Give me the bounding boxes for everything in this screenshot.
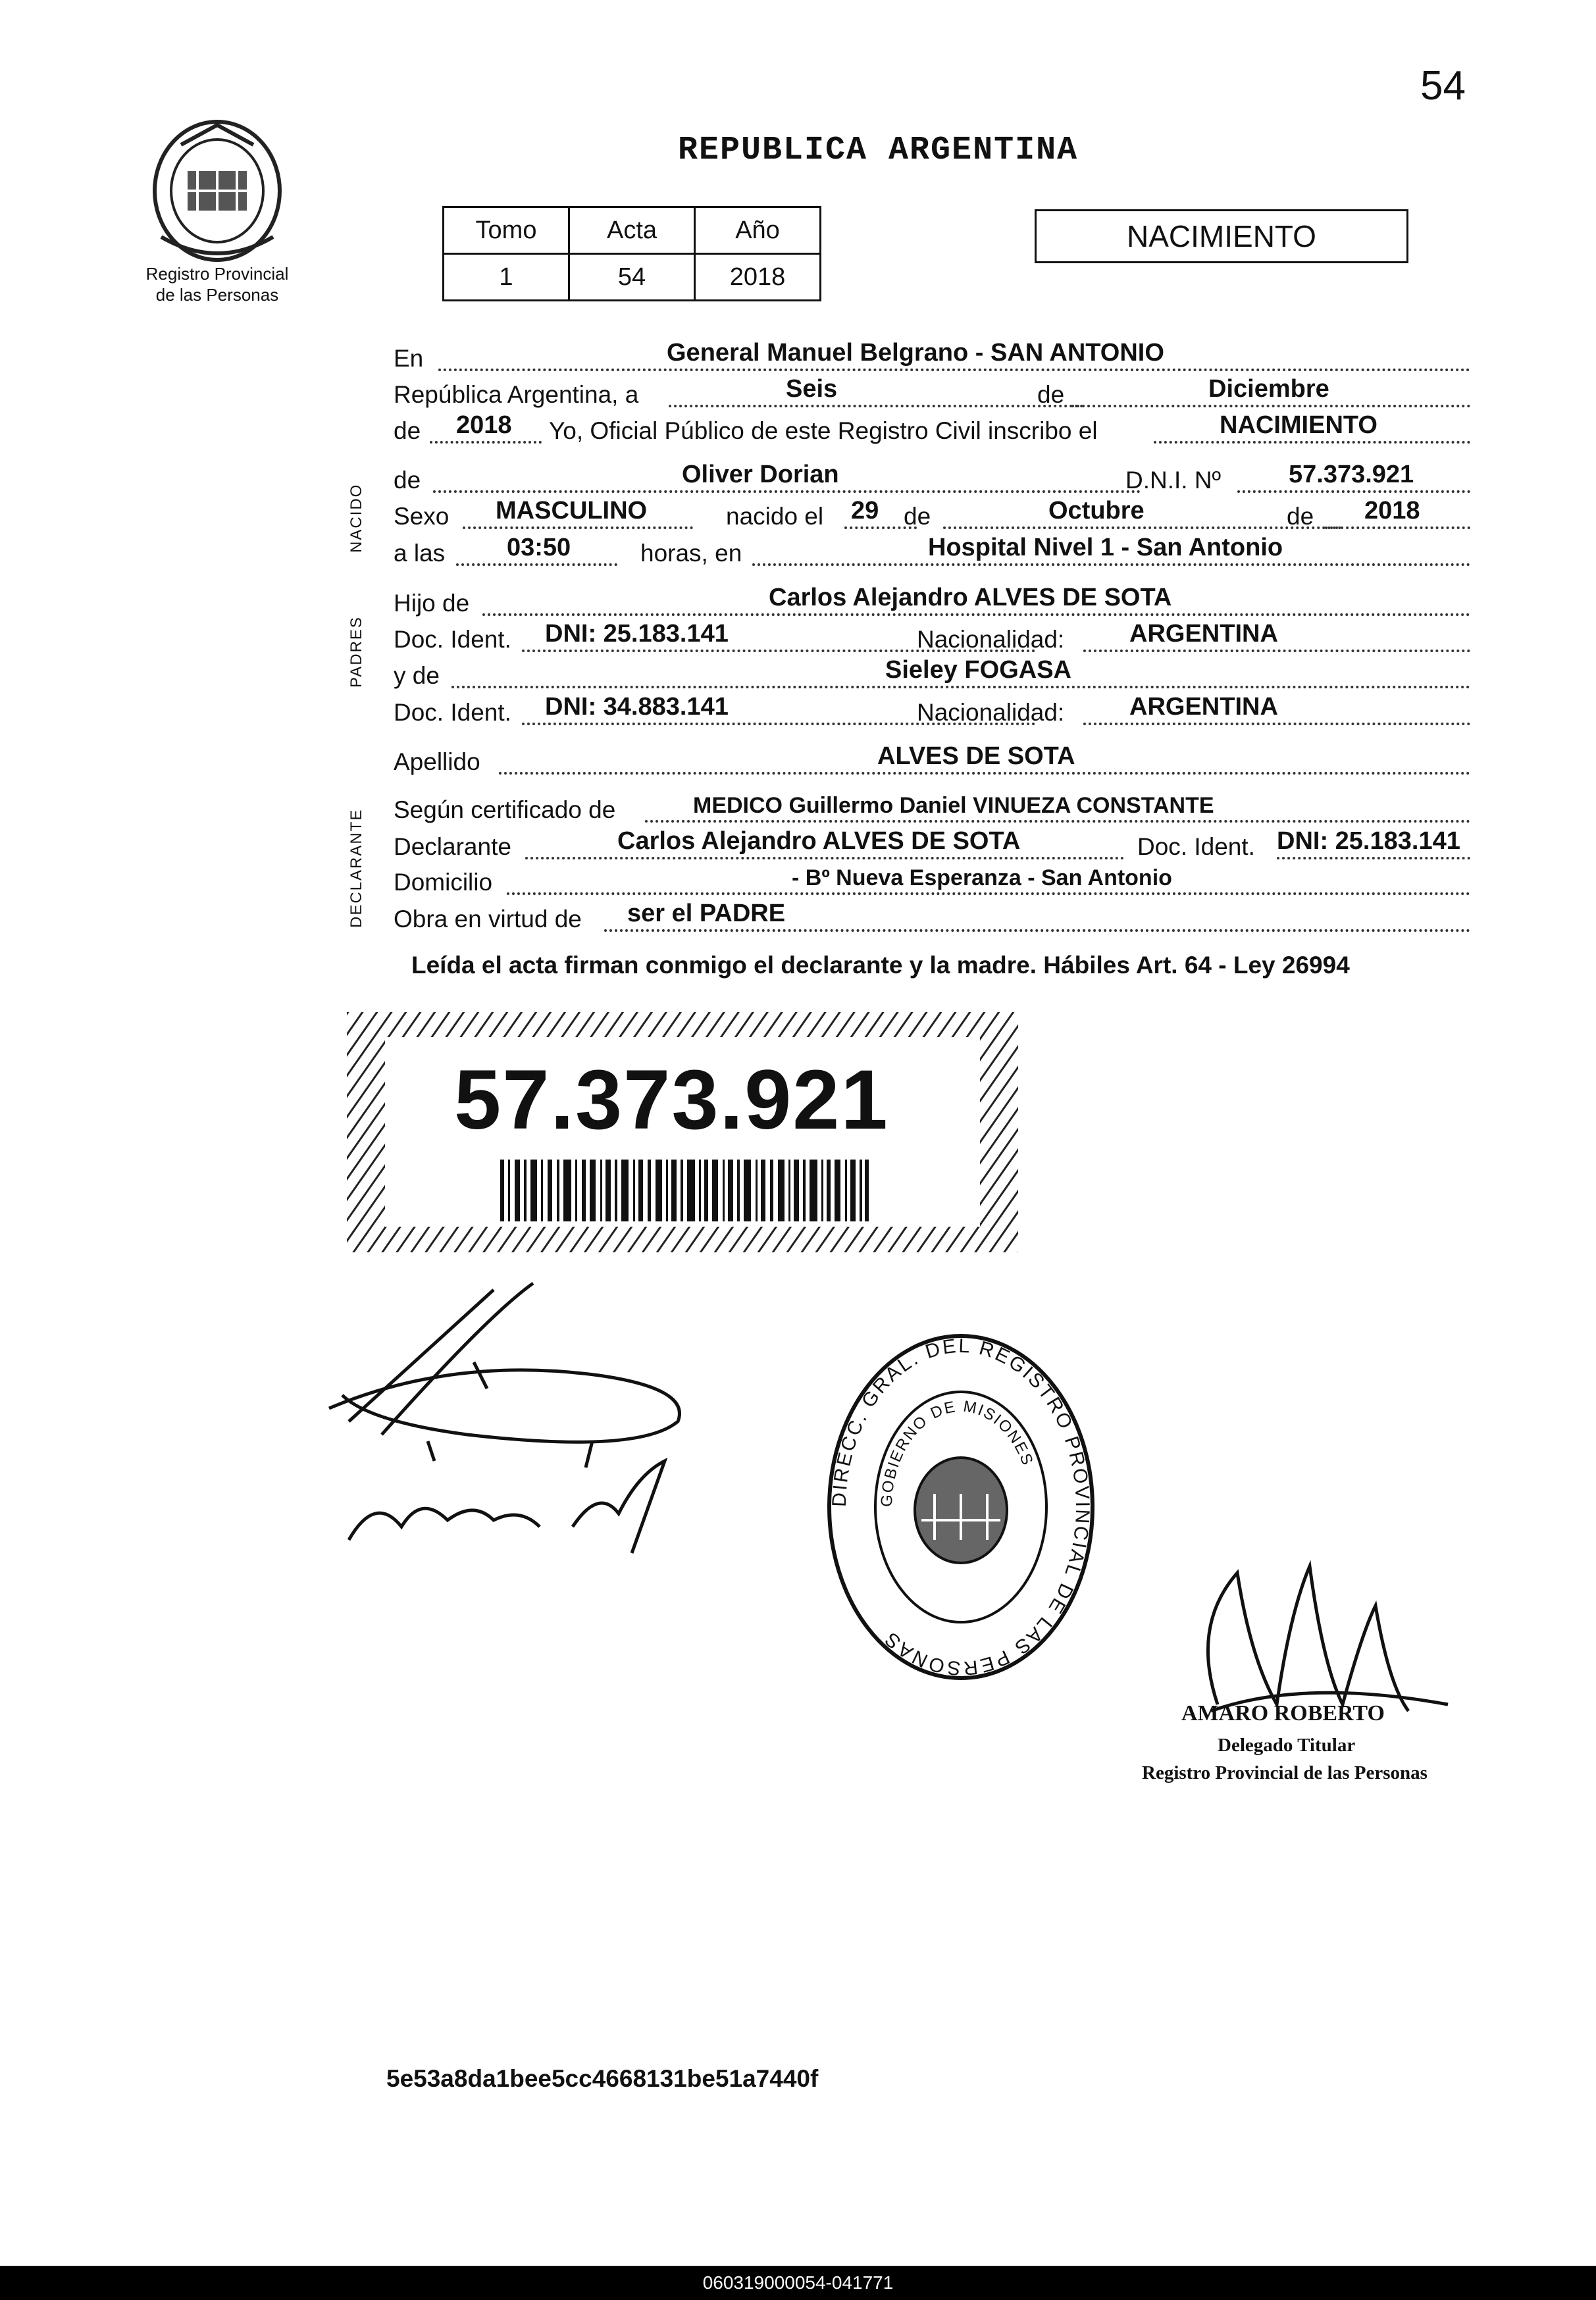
father-signature	[322, 1277, 731, 1566]
field-nac-dia: 29	[851, 497, 879, 524]
barcode-graphic	[500, 1160, 869, 1221]
line-en: En General Manuel Belgrano - SAN ANTONIO	[394, 342, 1473, 376]
field-padre: Carlos Alejandro ALVES DE SOTA	[769, 584, 1172, 611]
line-declarante: Declarante Carlos Alejandro ALVES DE SOTA Doc. Ident. DNI: 25.183.141	[394, 831, 1473, 865]
line-hora: a las 03:50 horas, en Hospital Nivel 1 - San Antonio	[394, 537, 1473, 571]
field-obra: ser el PADRE	[627, 900, 786, 927]
value-anio: 2018	[695, 254, 821, 301]
side-label-padres: PADRES	[348, 616, 365, 688]
field-madre-nac: ARGENTINA	[1129, 693, 1278, 721]
line-certificado: Según certificado de MEDICO Guillermo Daniel VINUEZA CONSTANTE	[394, 794, 1473, 828]
field-certificado: MEDICO Guillermo Daniel VINUEZA CONSTANTE	[693, 793, 1214, 818]
field-nac-mes: Octubre	[1048, 497, 1145, 524]
field-domicilio: - Bº Nueva Esperanza - San Antonio	[792, 865, 1172, 890]
side-label-nacido: NACIDO	[348, 483, 365, 553]
page-number: 54	[1420, 63, 1466, 109]
line-madre-doc: Doc. Ident. DNI: 34.883.141 Nacionalidad: ARGENTINA	[394, 696, 1473, 730]
field-nombre: Oliver Dorian	[682, 461, 839, 488]
line-oficial: de 2018 Yo, Oficial Público de este Registro Civil inscribo el NACIMIENTO	[394, 415, 1473, 449]
provincial-registry-logo	[142, 105, 293, 270]
field-dia: Seis	[786, 375, 838, 403]
side-label-declarante: DECLARANTE	[348, 808, 365, 928]
logo-caption: Registro Provincial de las Personas	[145, 264, 289, 305]
field-lugar-nac: Hospital Nivel 1 - San Antonio	[928, 534, 1283, 561]
field-dni: 57.373.921	[1289, 461, 1414, 488]
document-hash: 5e53a8da1bee5cc4668131be51a7440f	[386, 2065, 819, 2092]
field-hora: 03:50	[507, 534, 571, 561]
field-anio: 2018	[456, 411, 512, 439]
header-tomo: Tomo	[444, 207, 569, 254]
line-obra: Obra en virtud de ser el PADRE	[394, 903, 1473, 937]
header-acta: Acta	[569, 207, 695, 254]
field-madre-doc: DNI: 34.883.141	[545, 693, 729, 721]
dni-stamp-number: 57.373.921	[454, 1053, 889, 1147]
header-anio: Año	[695, 207, 821, 254]
field-mes: Diciembre	[1208, 375, 1329, 403]
registry-seal	[823, 1329, 1099, 1685]
line-padre-doc: Doc. Ident. DNI: 25.183.141 Nacionalidad: ARGENTINA	[394, 623, 1473, 657]
official-org: Registro Provincial de las Personas	[1142, 1762, 1428, 1783]
field-nac-anio: 2018	[1364, 497, 1420, 524]
field-declarante-doc: DNI: 25.183.141	[1277, 827, 1460, 855]
document-title: REPUBLICA ARGENTINA	[678, 132, 1079, 169]
line-fecha: República Argentina, a Seis de Diciembre	[394, 378, 1473, 413]
line-domicilio: Domicilio - Bº Nueva Esperanza - San Antonio	[394, 866, 1473, 900]
field-sexo: MASCULINO	[496, 497, 648, 524]
value-tomo: 1	[444, 254, 569, 301]
field-declarante: Carlos Alejandro ALVES DE SOTA	[617, 827, 1021, 855]
line-sexo: Sexo MASCULINO nacido el 29 de Octubre de 2018	[394, 500, 1473, 534]
record-table	[442, 206, 821, 301]
field-acto: NACIMIENTO	[1220, 411, 1377, 439]
line-madre: y de Sieley FOGASA	[394, 659, 1473, 694]
signing-note: Leída el acta firman conmigo el declarante y la madre. Hábiles Art. 64 - Ley 26994	[411, 952, 1350, 979]
official-role: Delegado Titular	[1218, 1735, 1356, 1756]
line-padre: Hijo de Carlos Alejandro ALVES DE SOTA	[394, 587, 1473, 621]
seal-inner-text: GOBIERNO DE MISIONES	[877, 1397, 1037, 1508]
field-apellido: ALVES DE SOTA	[877, 742, 1075, 770]
field-padre-doc: DNI: 25.183.141	[545, 620, 729, 648]
record-type: NACIMIENTO	[1035, 209, 1408, 263]
official-name: AMARO ROBERTO	[1181, 1701, 1385, 1725]
line-nombre: de Oliver Dorian D.N.I. Nº 57.373.921	[394, 464, 1473, 498]
seal-text: DIRECC. GRAL. DEL REGISTRO PROVINCIAL DE LAS PERSONAS	[828, 1335, 1094, 1679]
field-madre: Sieley FOGASA	[885, 656, 1071, 684]
line-apellido: Apellido ALVES DE SOTA	[394, 746, 1473, 780]
footer-code: 060319000054-041771	[0, 2266, 1596, 2300]
value-acta: 54	[569, 254, 695, 301]
field-lugar: General Manuel Belgrano - SAN ANTONIO	[667, 339, 1164, 367]
field-padre-nac: ARGENTINA	[1129, 620, 1278, 648]
